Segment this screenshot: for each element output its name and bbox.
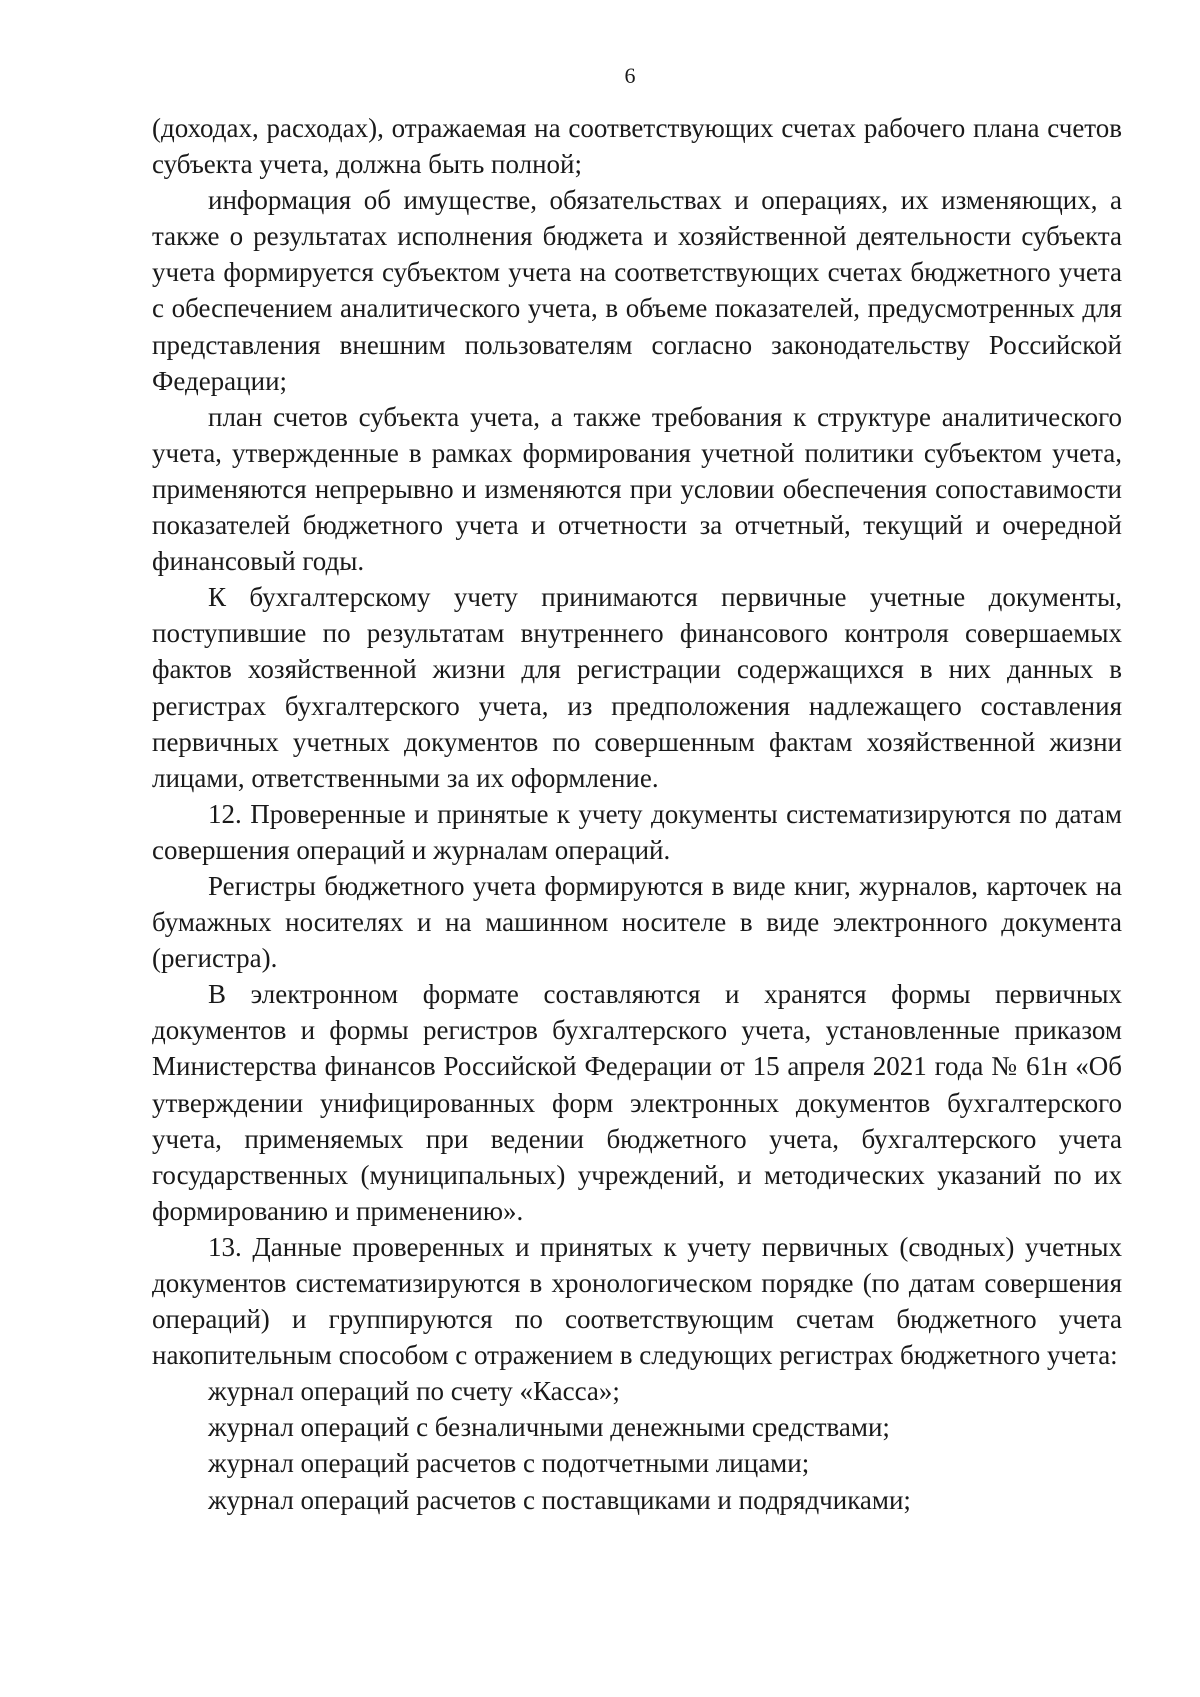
paragraph-electronic-format: В электронном формате составляются и хранятся формы первичных документов и формы регистров бухгалтерского учета, установленные приказом Министерства финансов Российской Федерации от 15 апреля 2021 года № 61н «Об утверждении унифицированных форм электронных документов бухгалтерского учета, применяемых при ведении бюджетного учета, бухгалтерского учета государственных (муниципальных) учреждений, и методических указаний по их формированию и применению». xyxy=(152,979,1122,1226)
document-body xyxy=(152,110,1122,1518)
page-number: 6 xyxy=(624,63,636,88)
list-item: журнал операций с безналичными денежными средствами; xyxy=(208,1412,890,1443)
paragraph-primary-documents: К бухгалтерскому учету принимаются первичные учетные документы, поступившие по результатам внутреннего финансового контроля совершаемых фактов хозяйственной жизни для регистрации содержащихся в них данных в регистрах бухгалтерского учета, из предположения надлежащего составления первичных учетных документов по совершенным фактам хозяйственной жизни лицами, ответственными за их оформление. xyxy=(152,582,1122,793)
paragraph-section-13: 13. Данные проверенных и принятых к учету первичных (сводных) учетных документов систематизируются в хронологическом порядке (по датам совершения операций) и группируются по соответствующим счетам бюджетного учета накопительным способом с отражением в следующих регистрах бюджетного учета: xyxy=(152,1231,1122,1371)
paragraph-asset-info: информация об имуществе, обязательствах и операциях, их изменяющих, а также о результатах исполнения бюджета и хозяйственной деятельности субъекта учета формируется субъектом учета на соответствующих счетах бюджетного учета с обеспечением аналитического учета, в объеме показателей, предусмотренных для представления внешним пользователям согласно законодательству Российской Федерации; xyxy=(152,185,1122,396)
list-item: журнал операций расчетов с подотчетными лицами; xyxy=(208,1448,810,1479)
list-item: журнал операций расчетов с поставщиками и подрядчиками; xyxy=(208,1484,911,1515)
paragraph-chart-of-accounts: план счетов субъекта учета, а также требования к структуре аналитического учета, утвержденные в рамках формирования учетной политики субъектом учета, применяются непрерывно и изменяются при условии обеспечения сопоставимости показателей бюджетного учета и отчетности за отчетный, текущий и очередной финансовый годы. xyxy=(152,401,1122,577)
paragraph-continuation: (доходах, расходах), отражаемая на соответствующих счетах рабочего плана счетов субъекта учета, должна быть полной; xyxy=(152,113,1122,180)
list-item: журнал операций по счету «Касса»; xyxy=(208,1376,620,1407)
paragraph-section-12: 12. Проверенные и принятые к учету документы систематизируются по датам совершения операций и журналам операций. xyxy=(152,798,1122,865)
paragraph-registers: Регистры бюджетного учета формируются в виде книг, журналов, карточек на бумажных носителях и на машинном носителе в виде электронного документа (регистра). xyxy=(152,870,1122,974)
